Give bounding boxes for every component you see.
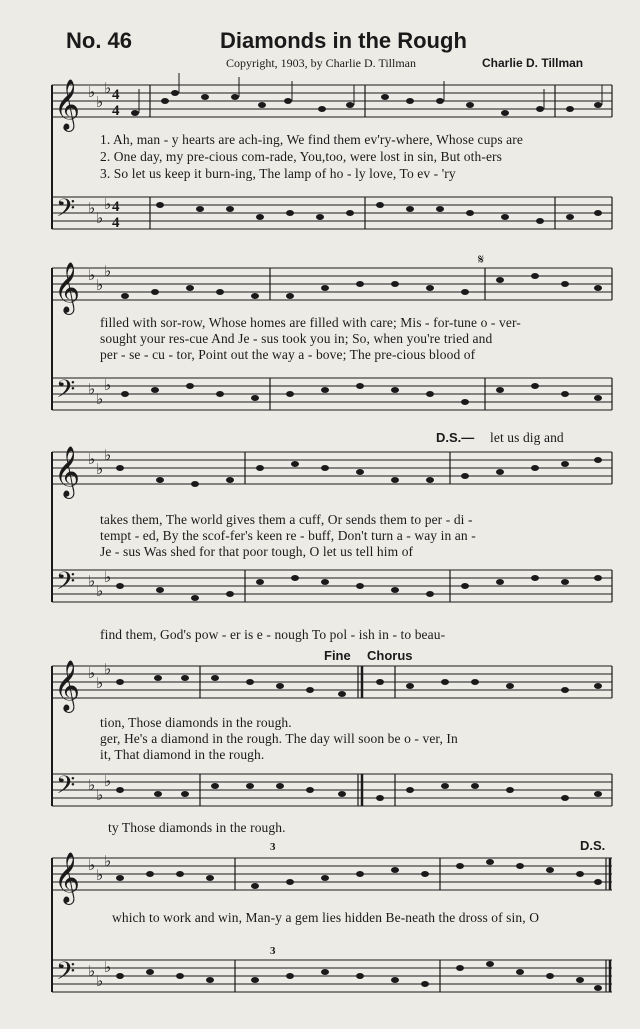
system-4-lyric-3: it, That diamond in the rough. [100,747,265,762]
ds-marking: D.S.— [436,430,475,445]
system-2-lyric-2: sought your res-cue And Je - sus took you in; So, when you're tried and [100,331,493,346]
svg-text:♭: ♭ [96,209,104,227]
system-5-lyric-1: which to work and win, Man-y a gem lies hidden Be-neath the dross of sin, O [112,910,540,925]
svg-text:♭: ♭ [104,772,112,790]
svg-text:♭: ♭ [96,866,104,884]
svg-text:♭: ♭ [88,776,96,794]
bass-clef-icon: 𝄢 [56,375,76,410]
svg-text:3: 3 [270,841,276,853]
svg-text:♭: ♭ [96,276,104,294]
svg-text:♭: ♭ [88,380,96,398]
copyright-notice: Copyright, 1903, by Charlie D. Tillman [226,56,417,70]
svg-text:4: 4 [112,103,120,119]
svg-text:♭: ♭ [104,568,112,586]
svg-text:♭: ♭ [88,83,96,101]
system-4-lyric-2: ger, He's a diamond in the rough. The day will soon be o - ver, In [100,731,458,746]
composer-name: Charlie D. Tillman [482,56,584,70]
ds-end-marking: D.S. [580,838,606,853]
svg-text:♭: ♭ [96,786,104,804]
hymn-title: Diamonds in the Rough [220,28,467,53]
svg-text:♭: ♭ [104,958,112,976]
svg-text:4: 4 [112,199,120,215]
treble-clef-icon: 𝄞 [54,446,81,497]
system-1-lyric-1: 1. Ah, man - y hearts are ach-ing, We find them ev'ry-where, Whose cups are [100,132,523,147]
svg-text:3: 3 [270,945,276,957]
svg-text:♭: ♭ [88,856,96,874]
svg-text:♭: ♭ [96,972,104,990]
system-2-below-lyric: let us dig and [490,430,564,445]
chorus-marking: Chorus [367,648,413,663]
svg-text:♭: ♭ [104,376,112,394]
bass-clef-icon: 𝄢 [56,567,76,602]
svg-text:♭: ♭ [88,962,96,980]
svg-text:♭: ♭ [96,674,104,692]
system-4-lyric-1: tion, Those diamonds in the rough. [100,715,292,730]
svg-text:♭: ♭ [88,572,96,590]
system-2-lyric-3: per - se - cu - tor, Point out the way a - bove; The pre-cious blood of [100,347,476,362]
system-1-lyric-2: 2. One day, my pre-cious com-rade, You,too, were lost in sin, But oth-ers [100,149,502,164]
bass-staff [52,197,612,229]
treble-clef-icon: 𝄞 [54,262,81,313]
treble-clef-icon: 𝄞 [54,79,81,130]
svg-text:4: 4 [112,215,120,231]
system-3-below-lyric: find them, God's pow - er is e - nough To pol - ish in - to beau- [100,627,446,642]
svg-text:♭: ♭ [104,446,112,464]
system-1-lyric-3: 3. So let us keep it burn-ing, The lamp of ho - ly love, To ev - 'ry [100,166,456,181]
svg-text:♭: ♭ [104,660,112,678]
system-3-lyric-2: tempt - ed, By the scof-fer's keen re - buff, Don't turn a - way in an - [100,528,476,543]
hymn-number: No. 46 [66,28,133,53]
svg-text:♭: ♭ [88,199,96,217]
bass-clef-icon: 𝄢 [56,771,76,806]
svg-text:♭: ♭ [96,582,104,600]
svg-text:♭: ♭ [96,390,104,408]
system-4-below-lyric: ty Those diamonds in the rough. [108,820,286,835]
svg-text:♭: ♭ [96,93,104,111]
treble-clef-icon: 𝄞 [54,852,81,903]
system-2-lyric-1: filled with sor-row, Whose homes are filled with care; Mis - for-tune o - ver- [100,315,521,330]
treble-clef-icon: 𝄞 [54,660,81,711]
svg-text:♭: ♭ [88,664,96,682]
svg-text:♭: ♭ [104,195,112,213]
svg-text:♭: ♭ [104,79,112,97]
svg-text:♭: ♭ [96,460,104,478]
system-3-lyric-3: Je - sus Was shed for that poor tough, O let us tell him of [100,544,414,559]
svg-text:♭: ♭ [88,450,96,468]
system-1-staff [0,75,640,255]
fine-marking: Fine [324,648,351,663]
svg-text:4: 4 [112,87,120,103]
system-3-lyric-1: takes them, The world gives them a cuff, Or sends them to per - di - [100,512,473,527]
bass-clef-icon: 𝄢 [56,194,76,229]
svg-text:♭: ♭ [88,266,96,284]
svg-text:♭: ♭ [104,852,112,870]
segno-icon: 𝄋 [478,252,485,268]
svg-text:♭: ♭ [104,262,112,280]
bass-clef-icon: 𝄢 [56,957,76,992]
